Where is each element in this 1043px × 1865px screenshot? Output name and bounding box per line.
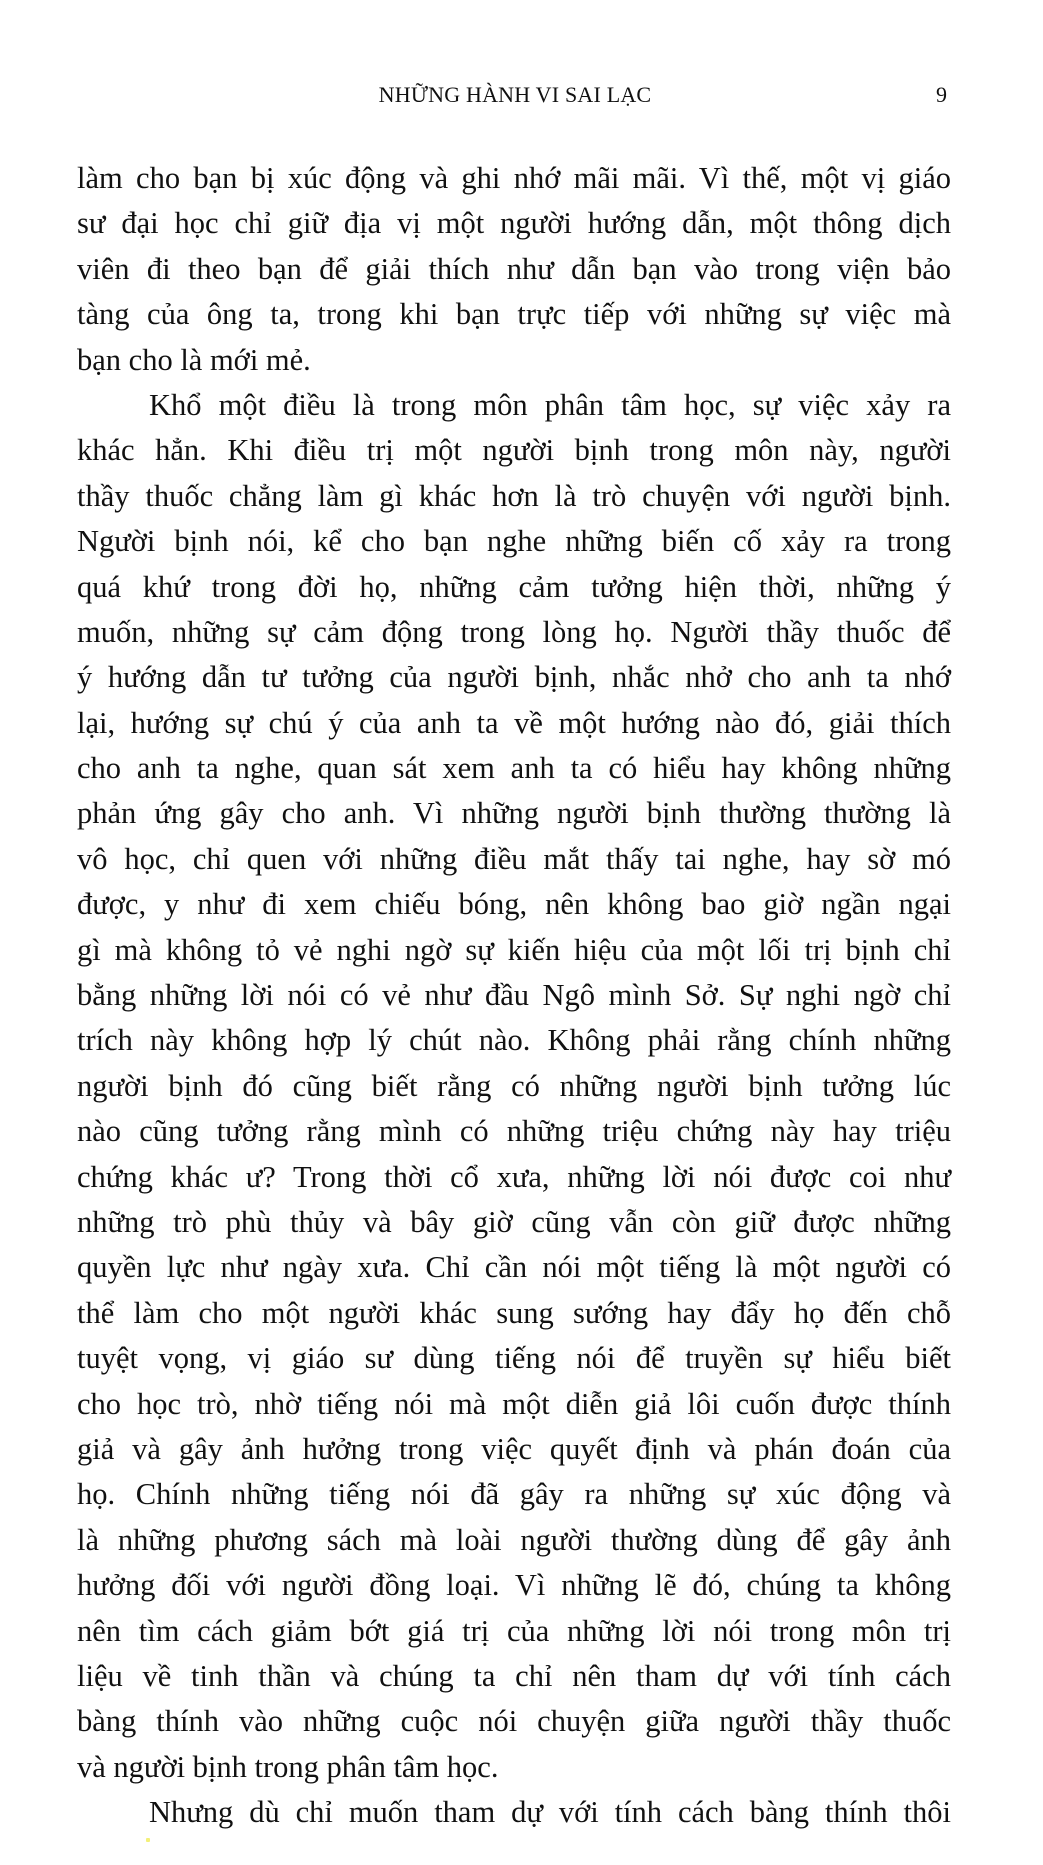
text-line: hưởng đối với người đồng loại. Vì những lẽ đó, chúng ta không — [77, 1568, 951, 1603]
paragraph — [77, 1790, 951, 1835]
text-line: thể làm cho một người khác sung sướng hay đẩy họ đến chỗ — [77, 1295, 951, 1330]
body-text — [77, 156, 951, 1835]
text-line: giả và gây ảnh hưởng trong việc quyết định và phán đoán của — [77, 1431, 951, 1466]
page-number: 9 — [936, 82, 947, 107]
text-line: sư đại học chỉ giữ địa vị một người hướng dẫn, một thông dịch — [77, 206, 951, 241]
text-line: là những phương sách mà loài người thường dùng để gây ảnh — [77, 1522, 951, 1557]
text-line: cho anh ta nghe, quan sát xem anh ta có hiểu hay không những — [77, 751, 951, 786]
text-line: liệu về tinh thần và chúng ta chỉ nên tham dự với tính cách — [77, 1658, 951, 1693]
text-line: làm cho bạn bị xúc động và ghi nhớ mãi mãi. Vì thế, một vị giáo — [77, 161, 951, 195]
text-line: bằng những lời nói có vẻ như đầu Ngô mình Sở. Sự nghi ngờ chỉ — [77, 978, 951, 1013]
text-line: cho học trò, nhờ tiếng nói mà một diễn giả lôi cuốn được thính — [77, 1386, 951, 1421]
text-line: quyền lực như ngày xưa. Chỉ cần nói một tiếng là một người có — [77, 1250, 951, 1285]
text-line: bàng thính vào những cuộc nói chuyện giữa người thầy thuốc — [77, 1704, 951, 1739]
text-line: nên tìm cách giảm bớt giá trị của những lời nói trong môn trị — [77, 1613, 951, 1648]
chapter-title: NHỮNG HÀNH VI SAI LẠC — [378, 82, 652, 107]
running-header — [0, 78, 1043, 112]
text-line: muốn, những sự cảm động trong lòng họ. Người thầy thuốc để — [77, 614, 951, 649]
text-line: thầy thuốc chẳng làm gì khác hơn là trò chuyện với người bịnh. — [77, 478, 951, 513]
text-line: ý hướng dẫn tư tưởng của người bịnh, nhắc nhở cho anh ta nhớ — [77, 660, 951, 695]
text-line: họ. Chính những tiếng nói đã gây ra những sự xúc động và — [77, 1477, 951, 1512]
paragraph — [77, 383, 951, 1790]
text-line: những trò phù thủy và bây giờ cũng vẫn còn giữ được những — [77, 1204, 951, 1239]
text-line: trích này không hợp lý chút nào. Không phải rằng chính những — [77, 1023, 951, 1058]
text-line: lại, hướng sự chú ý của anh ta về một hướng nào đó, giải thích — [77, 705, 951, 740]
text-line: và người bịnh trong phân tâm học. — [77, 1749, 499, 1784]
text-line: người bịnh đó cũng biết rằng có những người bịnh tưởng lúc — [77, 1068, 951, 1103]
scan-speck — [146, 1838, 150, 1842]
text-line: tuyệt vọng, vị giáo sư dùng tiếng nói để truyền sự hiểu biết — [77, 1341, 951, 1376]
text-line: chứng khác ư? Trong thời cổ xưa, những lời nói được coi như — [77, 1159, 951, 1194]
text-line: viên đi theo bạn để giải thích như dẫn bạn vào trong viện bảo — [77, 251, 951, 286]
text-line: Khổ một điều là trong môn phân tâm học, sự việc xảy ra — [149, 387, 951, 422]
text-line: quá khứ trong đời họ, những cảm tưởng hiện thời, những ý — [77, 569, 951, 604]
text-line: tàng của ông ta, trong khi bạn trực tiếp với những sự việc mà — [77, 297, 951, 332]
text-line: khác hẳn. Khi điều trị một người bịnh trong môn này, người — [77, 433, 951, 468]
text-line: được, y như đi xem chiếu bóng, nên không bao giờ ngần ngại — [77, 887, 951, 922]
text-line: gì mà không tỏ vẻ nghi ngờ sự kiến hiệu của một lối trị bịnh chỉ — [77, 932, 951, 967]
text-line: nào cũng tưởng rằng mình có những triệu chứng này hay triệu — [77, 1114, 951, 1149]
text-line: bạn cho là mới mẻ. — [77, 342, 311, 377]
paragraph — [77, 156, 951, 383]
text-line: vô học, chỉ quen với những điều mắt thấy tai nghe, hay sờ mó — [77, 841, 951, 876]
text-line: Nhưng dù chỉ muốn tham dự với tính cách bàng thính thôi — [149, 1795, 951, 1830]
text-line: phản ứng gây cho anh. Vì những người bịnh thường thường là — [77, 796, 951, 831]
text-line: Người bịnh nói, kể cho bạn nghe những biến cố xảy ra trong — [77, 524, 951, 559]
